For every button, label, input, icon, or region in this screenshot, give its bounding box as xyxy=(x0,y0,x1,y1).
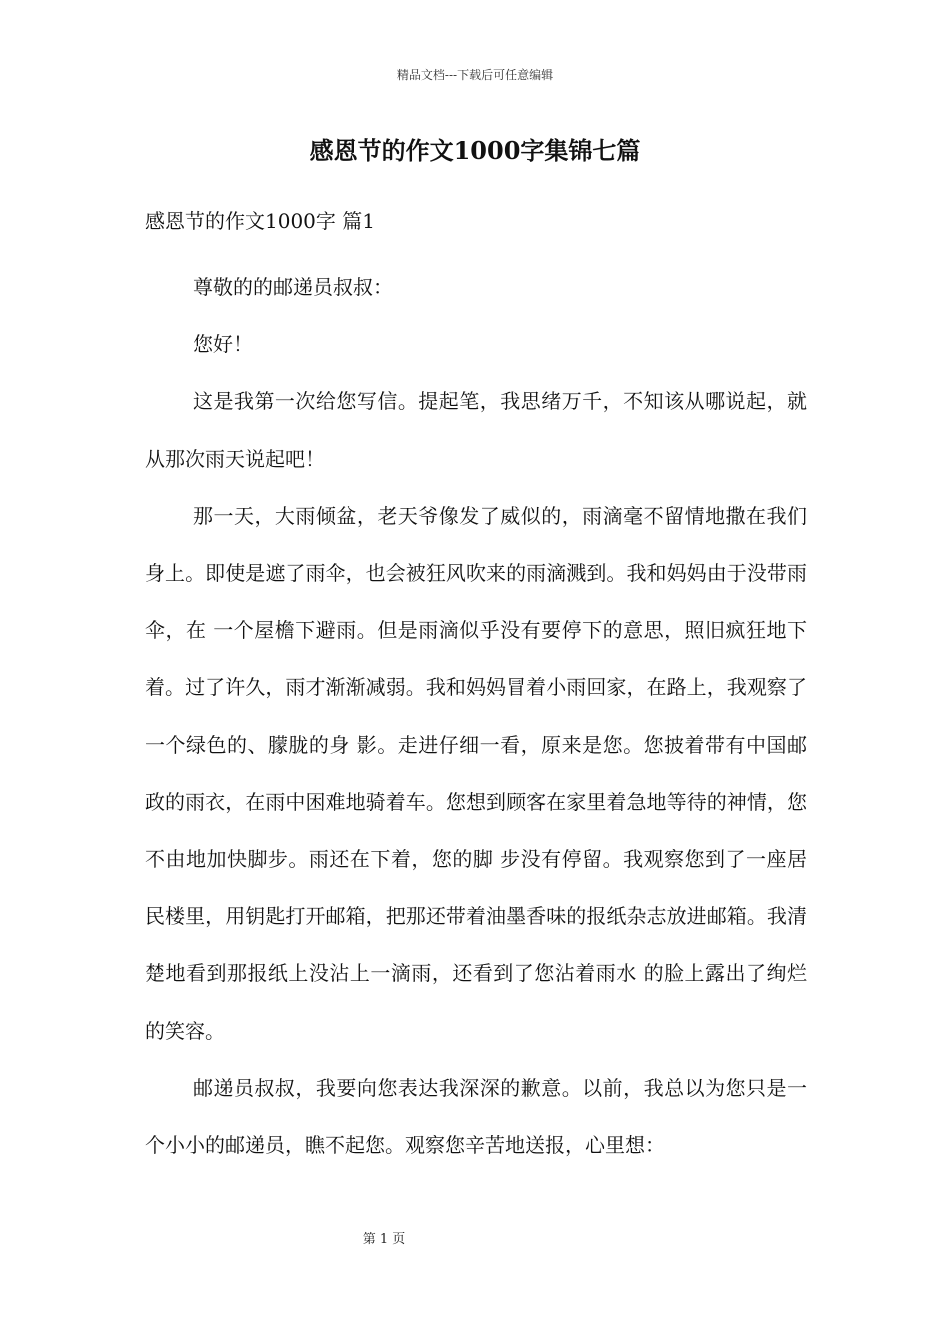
page-header: 精品文档---下载后可任意编辑 xyxy=(396,68,554,82)
document-title: 感恩节的作文1000字集锦七篇 xyxy=(309,136,641,165)
paragraph: 这是我第一次给您写信。提起笔，我思绪万千，不知该从哪说起，就从那次雨天说起吧！ xyxy=(145,389,807,471)
salutation: 尊敬的的邮递员叔叔： xyxy=(193,275,393,299)
section-heading: 感恩节的作文1000字 篇1 xyxy=(145,209,375,233)
body-text xyxy=(145,259,807,1174)
page-number: 第 1 页 xyxy=(362,1232,406,1247)
greeting: 您好！ xyxy=(193,332,253,357)
paragraph: 那一天，大雨倾盆，老天爷像发了威似的，雨滴毫不留情地撒在我们身上。即使是遮了雨伞，也会被狂风吹来的雨滴溅到。我和妈妈由于没带雨伞，在 一个屋檐下避雨。但是雨滴似乎没有要停下的意思，照旧疯狂地下着。过了许久，雨才渐渐减弱。我和妈妈冒着小雨回家，在路上，我观察了一个绿色的、朦胧的身 影。走进仔细一看，原来是您。您披着带有中国邮政的雨衣，在雨中困难地骑着车。您想到顾客在家里着急地等待的神情，您不由地加快脚步。雨还在下着，您的脚 步没有停留。我观察您到了一座居民楼里，用钥匙打开邮箱，把那还带着油墨香味的报纸杂志放进邮箱。我清楚地看到那报纸上没沾上一滴雨，还看到了您沾着雨水 的脸上露出了绚烂的笑容。 xyxy=(145,503,807,1043)
paragraph: 邮递员叔叔，我要向您表达我深深的歉意。以前，我总以为您只是一个小小的邮递员，瞧不起您。观察您辛苦地送报，心里想： xyxy=(145,1075,807,1158)
